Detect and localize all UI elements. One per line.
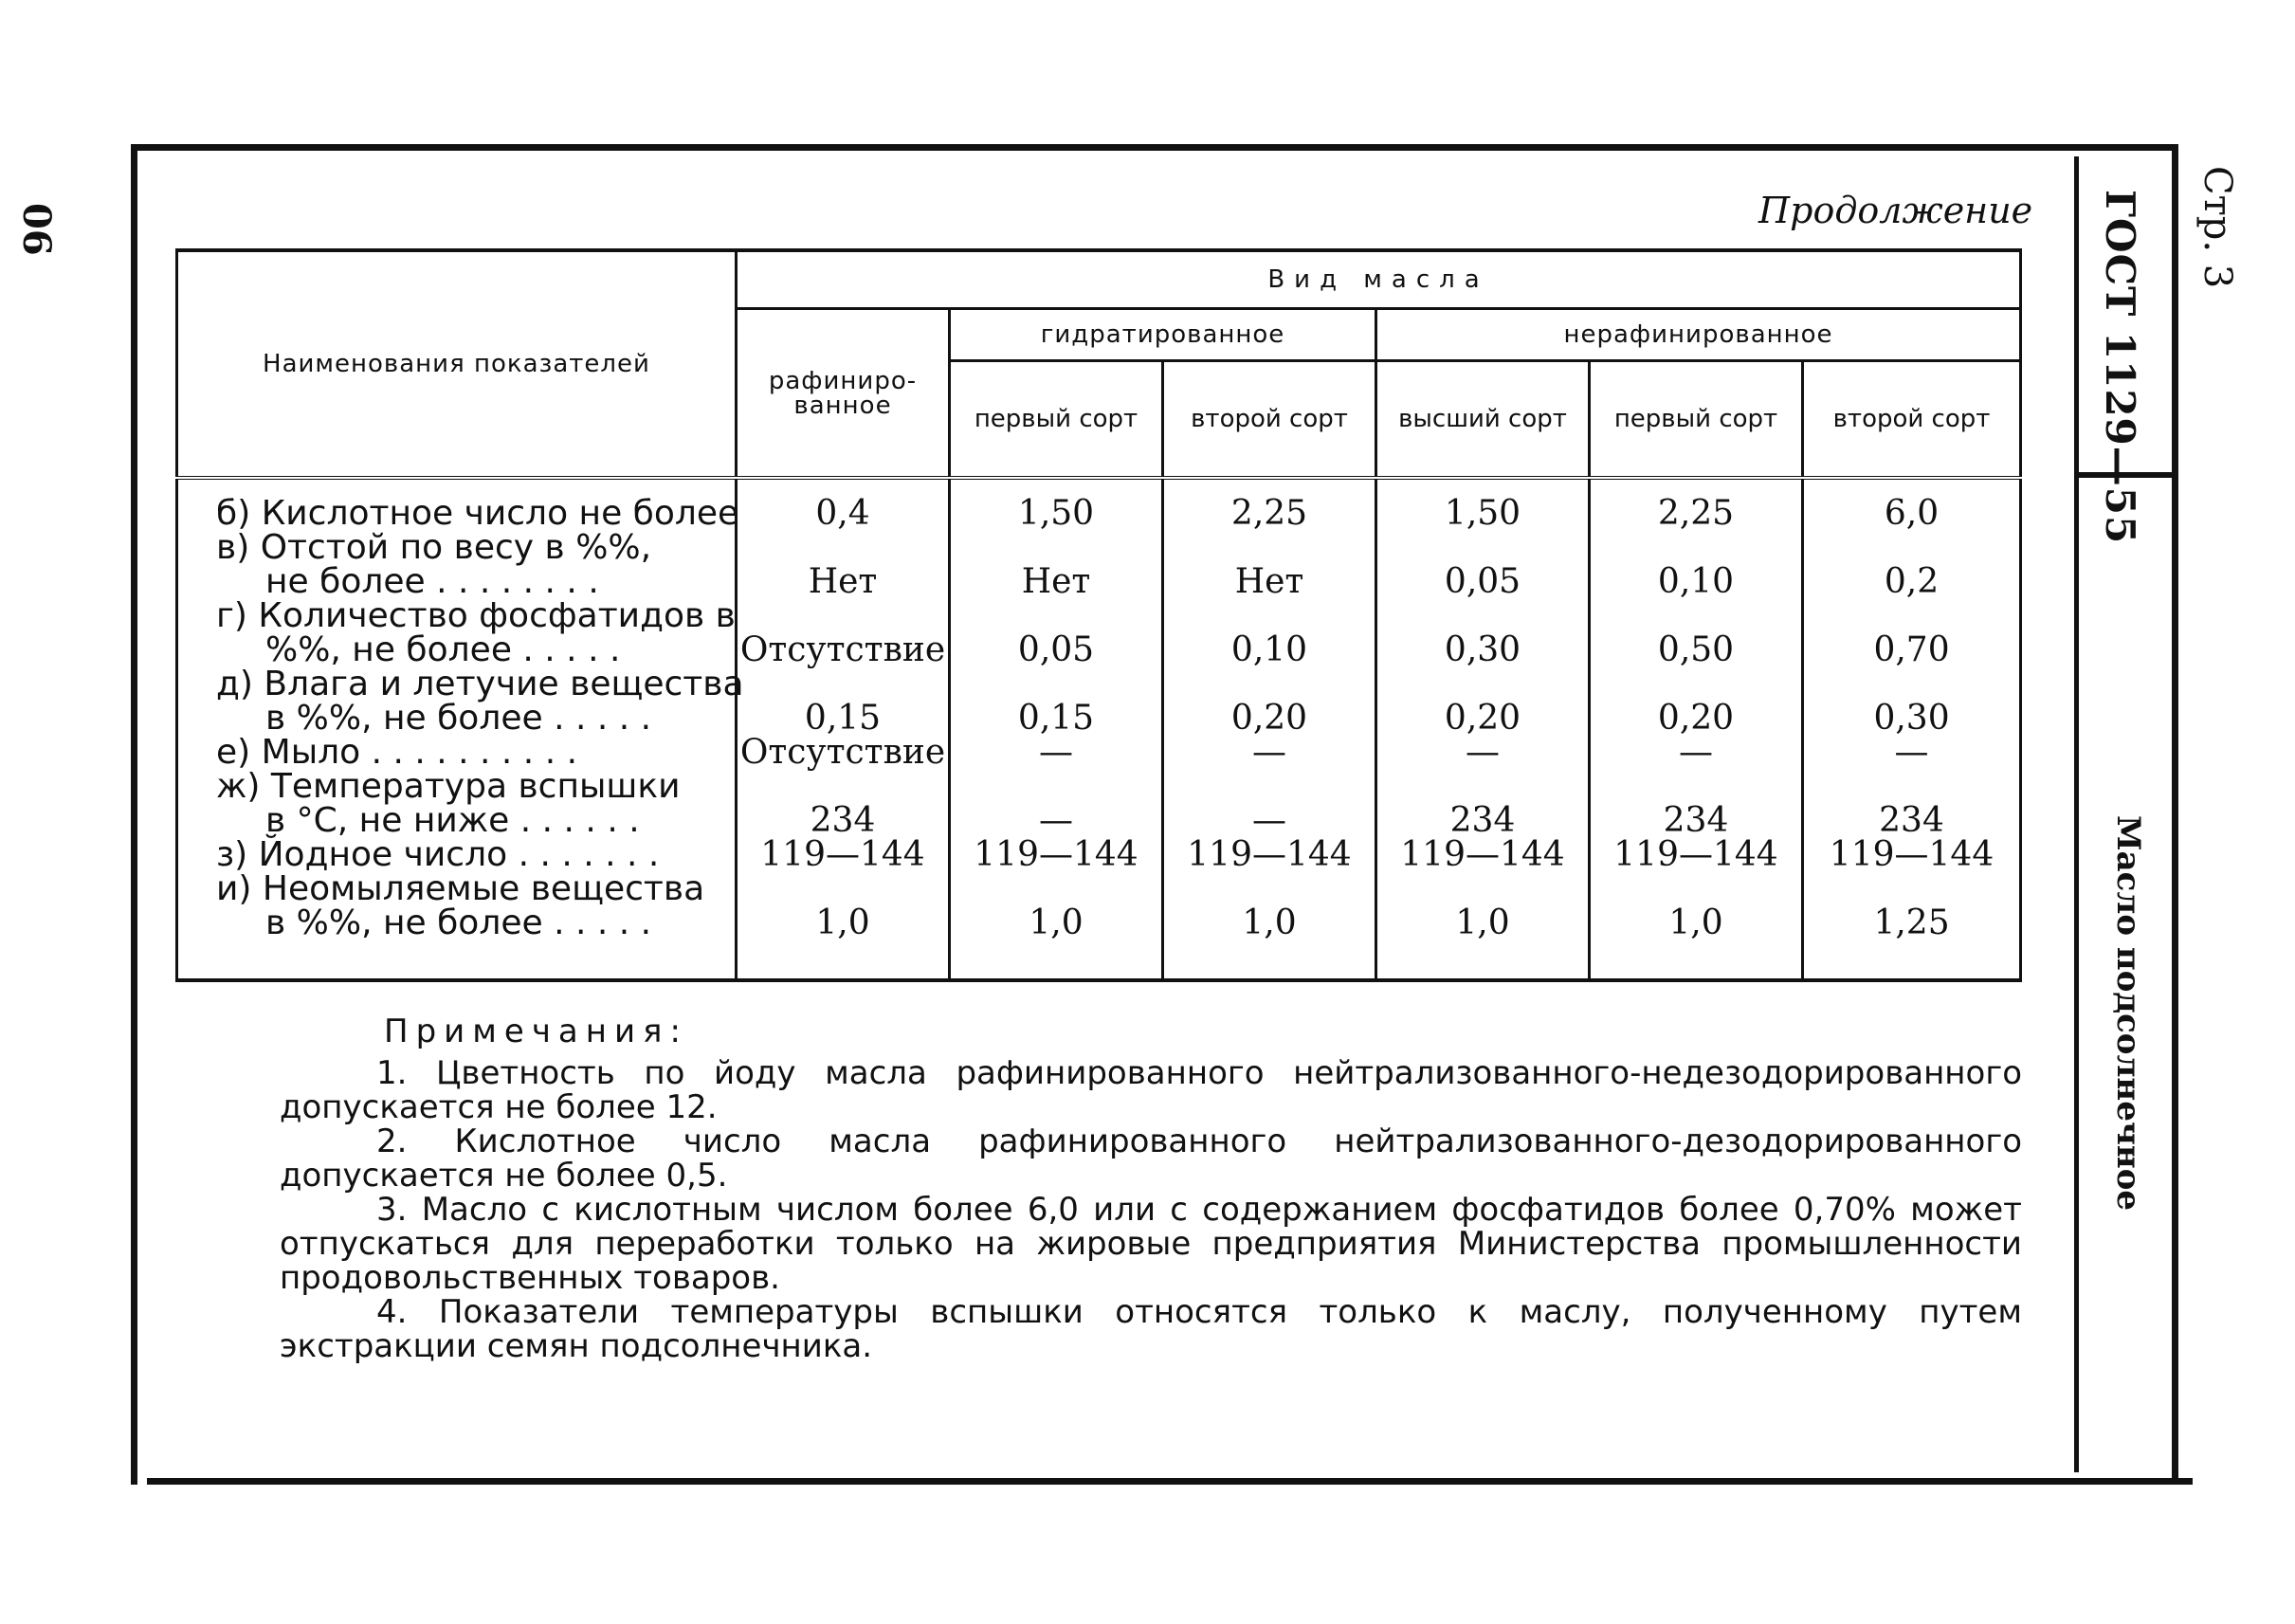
unrefined-header: нерафинированное bbox=[1376, 309, 2021, 361]
table-bottom-cell bbox=[1803, 950, 2021, 980]
frame-right-border bbox=[2172, 144, 2178, 1485]
notes-title: Примечания: bbox=[384, 1013, 688, 1050]
table-value: 0,30 bbox=[1873, 699, 1950, 738]
table-value: Нет bbox=[808, 562, 878, 601]
table-value: 0,4 bbox=[815, 494, 870, 533]
table-value: 1,0 bbox=[815, 903, 870, 942]
table-value bbox=[1377, 667, 1588, 702]
grade-header: второй сорт bbox=[1803, 361, 2021, 479]
table-value: 119—144 bbox=[974, 835, 1138, 874]
indicator-line: д) Влага и летучие вещества bbox=[216, 665, 744, 703]
table-value: — bbox=[1466, 733, 1500, 772]
table-value: 0,15 bbox=[804, 699, 882, 738]
table-value bbox=[1164, 531, 1375, 565]
table-value: Отсутствие bbox=[739, 630, 946, 669]
table-value bbox=[1591, 872, 1801, 906]
table-value: 119—144 bbox=[1400, 835, 1565, 874]
notes-section bbox=[280, 1014, 2022, 1363]
grade-header: высший сорт bbox=[1376, 361, 1590, 479]
indicator-line: г) Количество фосфатидов в bbox=[216, 596, 736, 635]
table-value bbox=[1164, 770, 1375, 804]
table-value bbox=[1804, 667, 2019, 702]
note-item: 3. Масло с кислотным числом более 6,0 или с содержанием фосфатидов более 0,70% может отпускаться для переработки только на жировые предприятия Министерства промышленности продовольственных товаров. bbox=[280, 1191, 2022, 1297]
note-item: 4. Показатели температуры вспышки относятся только к маслу, полученному путем экстракции семян подсолнечника. bbox=[280, 1293, 2022, 1365]
table-value: — bbox=[1252, 801, 1286, 840]
table-value bbox=[951, 770, 1161, 804]
table-value: 6,0 bbox=[1884, 494, 1940, 533]
table-value bbox=[1377, 770, 1588, 804]
table-value: 0,10 bbox=[1657, 562, 1735, 601]
table-bottom-cell bbox=[177, 950, 737, 980]
indicator-line: не более . . . . . . . . bbox=[265, 562, 599, 601]
table-value: 1,0 bbox=[1029, 903, 1084, 942]
table-value: 119—144 bbox=[760, 835, 925, 874]
table-value: 0,20 bbox=[1657, 699, 1735, 738]
table-value: 0,15 bbox=[1017, 699, 1095, 738]
table-value: 0,05 bbox=[1017, 630, 1095, 669]
table-value bbox=[738, 770, 948, 804]
table-bottom-cell bbox=[737, 950, 950, 980]
table-value: 0,20 bbox=[1230, 699, 1308, 738]
note-item: 1. Цветность по йоду масла рафинированного нейтрализованного-недезодорированного допускается не более 12. bbox=[280, 1054, 2022, 1126]
grade-header: второй сорт bbox=[1163, 361, 1376, 479]
table-value bbox=[1377, 872, 1588, 906]
table-value: 2,25 bbox=[1230, 494, 1308, 533]
table-value: Отсутствие bbox=[739, 733, 946, 772]
table-value: 1,50 bbox=[1444, 494, 1521, 533]
indicator-line: е) Мыло . . . . . . . . . . bbox=[216, 733, 578, 772]
table-value: 1,50 bbox=[1017, 494, 1095, 533]
table-value: Нет bbox=[1234, 562, 1304, 601]
table-value bbox=[738, 599, 948, 633]
table-value bbox=[738, 531, 948, 565]
table-value bbox=[1377, 531, 1588, 565]
table-value bbox=[1591, 531, 1801, 565]
indicator-line: з) Йодное число . . . . . . . bbox=[216, 835, 660, 874]
oil-indicators-table bbox=[175, 248, 2022, 982]
table-value: 0,70 bbox=[1873, 630, 1950, 669]
table-value bbox=[1804, 770, 2019, 804]
table-value: 1,0 bbox=[1242, 903, 1297, 942]
refined-values-column bbox=[737, 494, 950, 950]
table-value: — bbox=[1252, 733, 1286, 772]
indicator-line: б) Кислотное число не более bbox=[216, 494, 739, 533]
table-value: Нет bbox=[1021, 562, 1091, 601]
indicator-line: в %%, не более . . . . . bbox=[265, 699, 652, 738]
unrefined-premium-values-column bbox=[1376, 494, 1590, 950]
table-value bbox=[1164, 667, 1375, 702]
table-value bbox=[738, 872, 948, 906]
frame-top-border bbox=[133, 144, 2178, 151]
page-label: Стр. 3 bbox=[2195, 166, 2239, 289]
unrefined-second-values-column bbox=[1803, 494, 2021, 950]
table-value: 1,0 bbox=[1668, 903, 1723, 942]
gost-code: ГОСТ 1129—55 bbox=[2097, 190, 2143, 545]
side-strip-divider bbox=[2074, 156, 2079, 1472]
table-bottom-cell bbox=[1163, 950, 1376, 980]
table-value: — bbox=[1679, 733, 1713, 772]
table-value: 234 bbox=[1449, 801, 1516, 840]
page-number-left: 06 bbox=[14, 203, 59, 256]
hydrated-second-values-column bbox=[1163, 494, 1376, 950]
table-value: 0,10 bbox=[1230, 630, 1308, 669]
table-value: 119—144 bbox=[1829, 835, 1994, 874]
table-value: 0,2 bbox=[1884, 562, 1940, 601]
table-bottom-cell bbox=[1590, 950, 1803, 980]
table-bottom-cell bbox=[1376, 950, 1590, 980]
table-value bbox=[951, 599, 1161, 633]
indicator-line: %%, не более . . . . . bbox=[265, 630, 621, 669]
oil-type-header: Вид масла bbox=[737, 250, 2021, 309]
table-value bbox=[1164, 872, 1375, 906]
hydrated-first-values-column bbox=[950, 494, 1163, 950]
table-value: — bbox=[1039, 801, 1073, 840]
indicator-line: в %%, не более . . . . . bbox=[265, 903, 652, 942]
table-value: 234 bbox=[810, 801, 876, 840]
table-value: 234 bbox=[1663, 801, 1729, 840]
table-value bbox=[1377, 599, 1588, 633]
refined-header: рафиниро- ванное bbox=[737, 309, 950, 479]
table-value bbox=[1804, 531, 2019, 565]
indicator-names-header: Наименования показателей bbox=[177, 250, 737, 478]
table-value: 0,30 bbox=[1444, 630, 1521, 669]
table-value bbox=[1591, 667, 1801, 702]
indicator-line: в °С, не ниже . . . . . . bbox=[265, 801, 640, 840]
frame-bottom-border bbox=[147, 1478, 2193, 1485]
table-value bbox=[1164, 599, 1375, 633]
table-value: 1,0 bbox=[1455, 903, 1510, 942]
note-item: 2. Кислотное число масла рафинированного нейтрализованного-дезодорированного допускается не более 0,5. bbox=[280, 1122, 2022, 1195]
indicator-line: в) Отстой по весу в %%, bbox=[216, 528, 652, 567]
continuation-label: Продолжение bbox=[1758, 190, 2033, 231]
table-value: 119—144 bbox=[1613, 835, 1778, 874]
grade-header: первый сорт bbox=[1590, 361, 1803, 479]
table-value: 119—144 bbox=[1187, 835, 1352, 874]
indicator-names-column bbox=[177, 494, 744, 950]
indicator-line: и) Неомыляемые вещества bbox=[216, 869, 705, 908]
table-value: 234 bbox=[1879, 801, 1944, 840]
table-value bbox=[1591, 599, 1801, 633]
table-value bbox=[951, 531, 1161, 565]
table-value: 0,05 bbox=[1444, 562, 1521, 601]
table-value bbox=[1804, 599, 2019, 633]
table-value: 0,50 bbox=[1657, 630, 1735, 669]
table-value: 1,25 bbox=[1873, 903, 1950, 942]
table-value bbox=[951, 667, 1161, 702]
table-value: 0,20 bbox=[1444, 699, 1521, 738]
grade-header: первый сорт bbox=[950, 361, 1163, 479]
table-value: — bbox=[1039, 733, 1073, 772]
table-value: — bbox=[1894, 733, 1929, 772]
indicator-line: ж) Температура вспышки bbox=[216, 767, 681, 806]
table-value bbox=[738, 667, 948, 702]
table-value bbox=[1591, 770, 1801, 804]
table-value bbox=[1804, 872, 2019, 906]
table-bottom-cell bbox=[950, 950, 1163, 980]
unrefined-first-values-column bbox=[1590, 494, 1803, 950]
table-value bbox=[951, 872, 1161, 906]
document-title: Масло подсолнечное bbox=[2109, 815, 2147, 1212]
hydrated-header: гидратированное bbox=[950, 309, 1376, 361]
frame-left-border bbox=[131, 144, 137, 1485]
table-value: 2,25 bbox=[1657, 494, 1735, 533]
